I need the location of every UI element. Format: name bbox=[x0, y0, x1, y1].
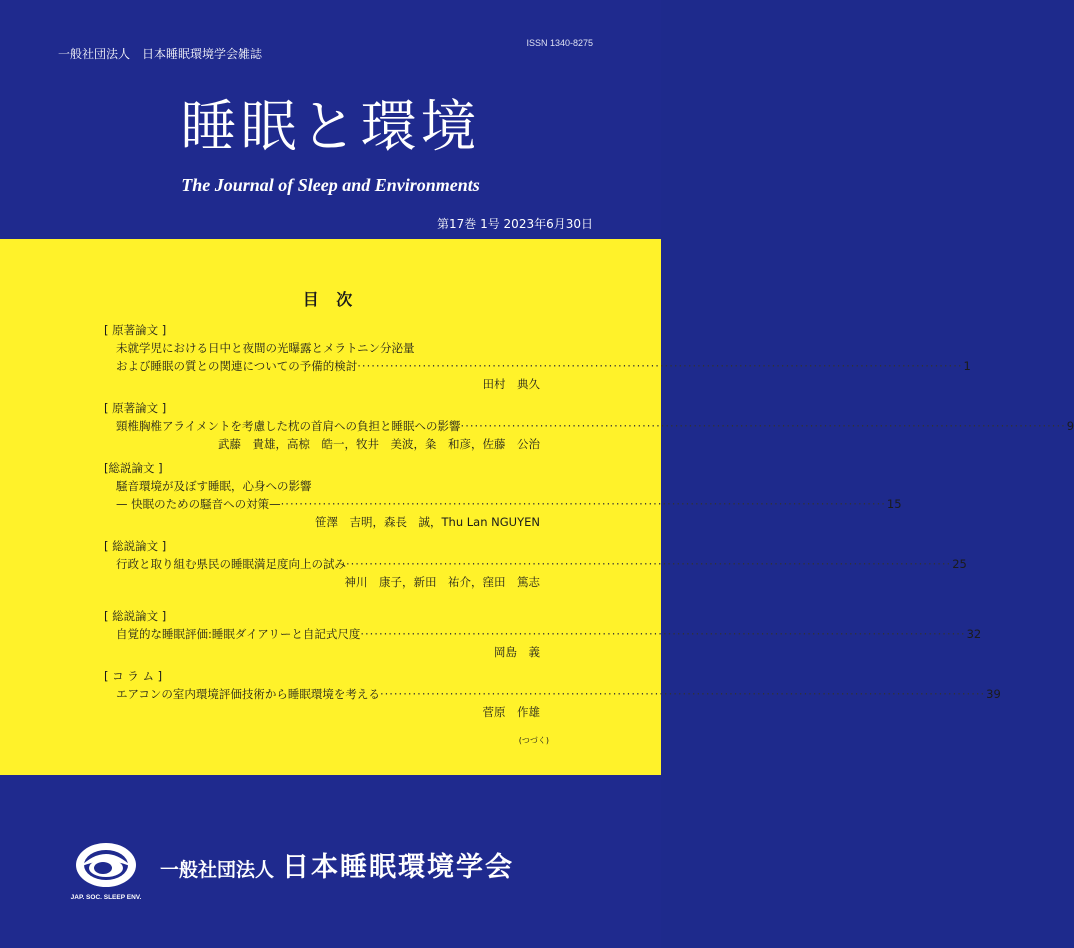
toc-leader-dots bbox=[380, 685, 985, 703]
toc-entry bbox=[104, 399, 1074, 453]
toc-entries bbox=[104, 321, 1074, 727]
toc-authors: 岡島 義 bbox=[494, 645, 540, 659]
toc-category: [ コ ラ ム ] bbox=[104, 669, 163, 683]
toc-category: [ 総説論文 ] bbox=[104, 539, 167, 553]
toc-article-line bbox=[104, 357, 971, 375]
table-of-contents bbox=[0, 239, 1074, 775]
toc-leader-dots bbox=[461, 417, 1066, 435]
cover-footer bbox=[0, 775, 661, 948]
toc-leader-dots bbox=[357, 357, 962, 375]
society-prefix: 一般社団法人 bbox=[160, 859, 275, 881]
toc-spacer bbox=[104, 597, 544, 607]
logo-text: JAP. SOC. SLEEP ENV. bbox=[70, 894, 142, 901]
toc-leader-dots bbox=[360, 625, 965, 643]
continued-note: (つづく) bbox=[518, 736, 549, 745]
toc-article-title: 自覚的な睡眠評価:睡眠ダイアリーと自記式尺度 bbox=[116, 627, 361, 641]
toc-entry bbox=[104, 537, 967, 591]
toc-entry bbox=[104, 667, 1001, 721]
toc-leader-dots bbox=[281, 495, 886, 513]
toc-article-title: および睡眠の質との関連についての予備的検討 bbox=[116, 359, 358, 373]
toc-article-line bbox=[104, 339, 544, 357]
toc-article-line bbox=[104, 685, 1001, 703]
toc-article-line bbox=[104, 417, 1074, 435]
issue-info: 第17巻 1号 2023年6月30日 bbox=[437, 217, 593, 231]
society-title bbox=[160, 845, 514, 884]
toc-title: 目 次 bbox=[302, 290, 359, 309]
toc-page-number: 32 bbox=[966, 627, 982, 641]
issn: ISSN 1340-8275 bbox=[526, 38, 593, 48]
toc-authors: 菅原 作雄 bbox=[482, 705, 540, 719]
toc-page-number: 39 bbox=[986, 687, 1001, 701]
toc-authors: 武藤 貴雄，高椋 皓一，牧井 美波，粂 和彦，佐藤 公治 bbox=[218, 437, 540, 451]
society-name: 日本睡眠環境学会 bbox=[282, 852, 515, 883]
toc-authors: 笹澤 吉明，森長 誠，Thu Lan NGUYEN bbox=[315, 515, 540, 529]
toc-page-number: 25 bbox=[952, 557, 967, 571]
toc-article-line bbox=[104, 477, 544, 495]
publisher-label: 一般社団法人 日本睡眠環境学会雑誌 bbox=[58, 47, 263, 61]
cover-header bbox=[0, 0, 661, 239]
toc-category: [ 総説論文 ] bbox=[104, 609, 167, 623]
toc-article-title: 頸椎胸椎アライメントを考慮した枕の首肩への負担と睡眠への影響 bbox=[116, 419, 461, 433]
toc-category: [ 原著論文 ] bbox=[104, 323, 167, 337]
toc-entry bbox=[104, 607, 982, 661]
toc-category: [ 原著論文 ] bbox=[104, 401, 167, 415]
toc-article-line bbox=[104, 555, 967, 573]
toc-article-title: — 快眠のための騒音への対策— bbox=[116, 497, 281, 511]
toc-entry bbox=[104, 459, 902, 531]
toc-article-title: エアコンの室内環境評価技術から睡眠環境を考える bbox=[116, 687, 380, 701]
toc-page-number: 1 bbox=[963, 359, 971, 373]
toc-page-number: 15 bbox=[886, 497, 902, 511]
toc-article-line bbox=[104, 625, 982, 643]
toc-category: [総説論文 ] bbox=[104, 461, 163, 475]
toc-authors: 田村 典久 bbox=[482, 377, 540, 391]
toc-article-title: 行政と取り組む県民の睡眠満足度向上の試み bbox=[116, 557, 346, 571]
society-logo bbox=[70, 837, 142, 903]
toc-page-number: 9 bbox=[1066, 419, 1074, 433]
journal-title-ja: 睡眠と環境 bbox=[180, 95, 481, 160]
toc-leader-dots bbox=[346, 555, 951, 573]
toc-article-title: 未就学児における日中と夜間の光曝露とメラトニン分泌量 bbox=[116, 341, 415, 355]
toc-article-line bbox=[104, 495, 902, 513]
journal-title-en: The Journal of Sleep and Environments bbox=[181, 175, 480, 195]
toc-authors: 神川 康子，新田 祐介，窪田 篤志 bbox=[344, 575, 540, 589]
toc-entry bbox=[104, 321, 971, 393]
toc-article-title: 騒音環境が及ぼす睡眠，心身への影響 bbox=[116, 479, 312, 493]
